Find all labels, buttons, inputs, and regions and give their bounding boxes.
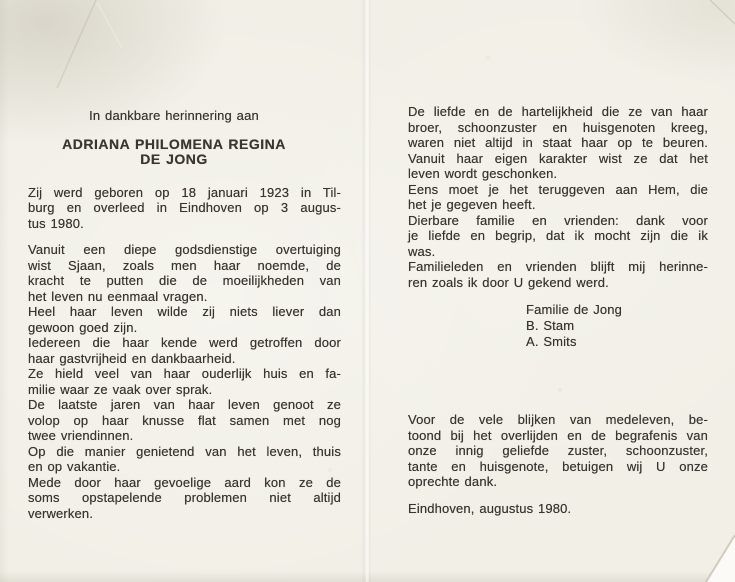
text-line: oprechte dank. xyxy=(408,474,498,489)
text-line: je liefde en begrip, dat ik mocht zijn die ik xyxy=(408,228,708,243)
text-line: leven wordt geschonken. xyxy=(408,166,558,181)
left-page xyxy=(28,106,341,521)
text-line: tus 1980. xyxy=(28,215,84,231)
text-line: kracht te putten die de moeilijkheden van xyxy=(28,273,341,288)
crease-top-left-highlight xyxy=(97,2,122,48)
text-line: Eens moet je het teruggeven aan Hem, die xyxy=(408,181,708,197)
deceased-name xyxy=(28,137,320,168)
text-line: B. Stam xyxy=(526,318,575,333)
right-page xyxy=(408,104,708,516)
corner-background xyxy=(706,535,735,582)
crease-top-left xyxy=(57,0,96,88)
text-line: twee vriendinnen. xyxy=(28,428,134,443)
text-line: soms opstapelende problemen niet altijd xyxy=(28,490,341,505)
text-line: De laatste jaren van haar leven genoot ze xyxy=(28,397,341,412)
crease-top-right xyxy=(710,0,735,24)
text-line: Voor de vele blijken van medeleven, be- xyxy=(408,412,708,427)
text-line: waren niet altijd in staat haar op te beuren. xyxy=(408,135,708,150)
deceased-name-line2: DE JONG xyxy=(140,151,208,167)
right-body-text xyxy=(408,104,708,290)
text-line: wist Sjaan, zoals men haar noemde, de xyxy=(28,257,341,273)
text-line: het leven nu eenmaal vragen. xyxy=(28,288,208,304)
text-line: broer, schoonzuster en huisgenoten kreeg, xyxy=(408,119,708,135)
text-line: Zij werd geboren op 18 januari 1923 in Til- xyxy=(28,184,341,200)
text-line: milie waar ze vaak over sprak. xyxy=(28,381,213,397)
text-line: Dierbare familie en vrienden: dank voor xyxy=(408,212,708,228)
text-line: Familieleden en vrienden blijft mij herinne- xyxy=(408,259,708,274)
corner-edge-shadow xyxy=(706,535,735,582)
text-line: was. xyxy=(408,243,436,259)
paper-speck xyxy=(485,55,490,60)
text-line: verwerken. xyxy=(28,505,94,521)
text-line: A. Smits xyxy=(526,334,577,349)
text-line: Op die manier genietend van het leven, thuis xyxy=(28,443,341,459)
fold-line-highlight xyxy=(366,0,369,582)
deceased-name-line1: ADRIANA PHILOMENA REGINA xyxy=(62,135,286,152)
place-date-line: Eindhoven, augustus 1980. xyxy=(408,500,572,516)
text-line: toond bij het overlijden en de begrafenis van xyxy=(408,427,708,443)
text-line: Mede door haar gevoelige aard kon ze de xyxy=(28,474,341,490)
left-body-text xyxy=(28,242,341,521)
text-line: De liefde en de hartelijkheid die ze van haar xyxy=(408,104,708,119)
text-line: tante en huisgenote, betuigen wij U onze xyxy=(408,458,708,474)
birth-death-paragraph xyxy=(28,185,341,232)
text-line: Heel haar leven wilde zij niets liever dan xyxy=(28,304,341,319)
text-line: volop op haar knusse flat samen met nog xyxy=(28,412,341,428)
fold-line-shadow xyxy=(362,0,365,582)
fold-line-shadow2 xyxy=(369,0,371,582)
text-line: gewoon goed zijn. xyxy=(28,319,138,335)
signature-block xyxy=(526,302,708,350)
text-line: Vanuit haar eigen karakter wist ze dat het xyxy=(408,150,708,166)
acknowledgement-paragraph xyxy=(408,412,708,490)
text-line: Iedereen die haar kende werd getroffen door xyxy=(28,335,341,350)
text-line: Familie de Jong xyxy=(526,302,623,317)
intro-line: In dankbare herinnering aan xyxy=(89,108,259,123)
text-line: Vanuit een diepe godsdienstige overtuiging xyxy=(28,242,341,257)
text-line: haar gastvrijheid en dankbaarheid. xyxy=(28,350,236,366)
text-line: Ze hield veel van haar ouderlijk huis en fa- xyxy=(28,366,341,381)
text-line: en op vakantie. xyxy=(28,459,121,474)
text-line: ren zoals ik door U gekend werd. xyxy=(408,274,609,290)
text-line: onze innig geliefde zuster, schoonzuster, xyxy=(408,443,708,458)
text-line: burg en overleed in Eindhoven op 3 augus- xyxy=(28,200,341,215)
text-line: het je gegeven heeft. xyxy=(408,197,536,212)
